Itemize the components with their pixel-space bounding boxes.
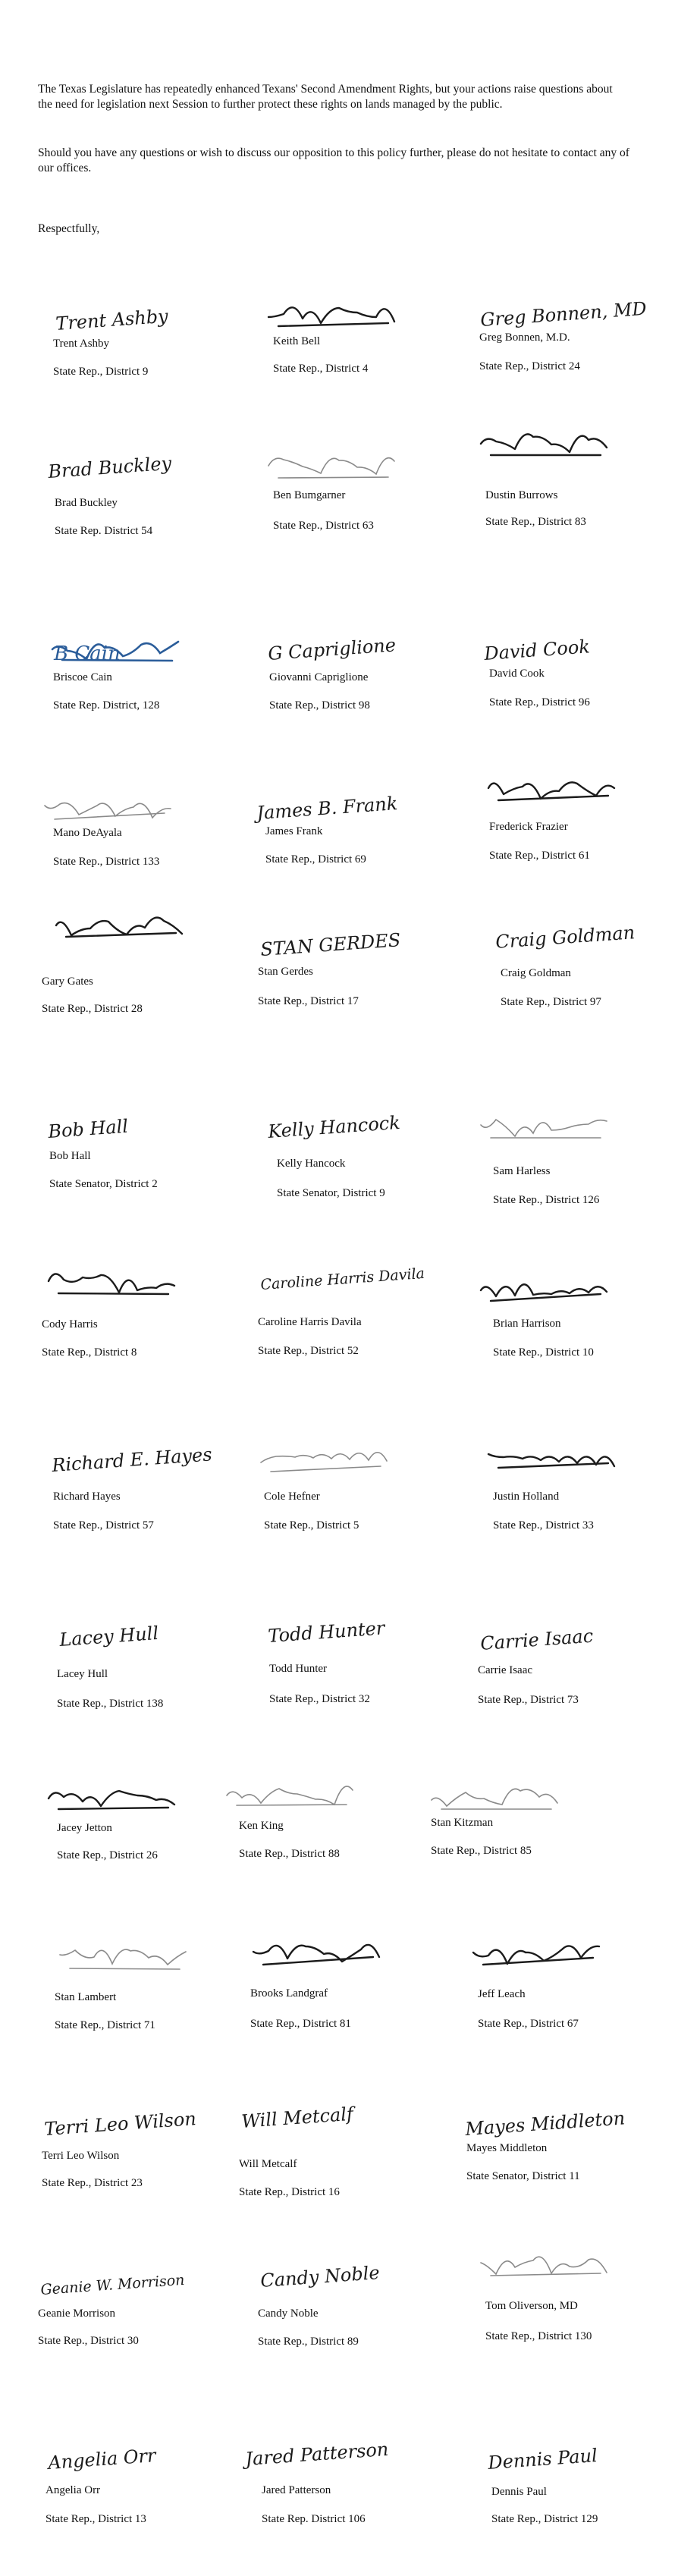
signature-text: Geanie W. Morrison xyxy=(39,2271,186,2298)
signatory-name: Tom Oliverson, MD xyxy=(485,2300,578,2312)
signatory-name: Sam Harless xyxy=(493,1165,551,1177)
signature xyxy=(470,1934,614,1980)
signature-mark xyxy=(49,630,193,675)
signatory-name: Craig Goldman xyxy=(501,967,571,979)
signature xyxy=(46,1779,190,1824)
signature xyxy=(243,2435,390,2480)
signatory-title: State Rep., District 26 xyxy=(57,1849,158,1861)
signature-stroke xyxy=(227,1786,353,1805)
signatory-title: State Rep., District 129 xyxy=(491,2513,598,2525)
signature-text: Terri Leo Wilson xyxy=(43,2108,197,2140)
signatory-name: Stan Lambert xyxy=(55,1991,117,2003)
signature-stroke xyxy=(268,307,394,326)
signature-text: Will Metcalf xyxy=(240,2103,354,2132)
signature-text: G Capriglione xyxy=(267,634,397,664)
signatory-name: Kelly Hancock xyxy=(277,1158,346,1170)
signatory-name: James Frank xyxy=(265,825,323,837)
signatory-title: State Rep., District 10 xyxy=(493,1346,594,1359)
signature xyxy=(478,1271,622,1316)
signatory-name: Jacey Jetton xyxy=(57,1822,112,1834)
signature xyxy=(478,2245,622,2291)
signatory-name: Terri Leo Wilson xyxy=(42,2150,120,2162)
signatory-title: State Rep., District 73 xyxy=(478,1694,579,1706)
signature xyxy=(265,448,410,493)
signatory-name: Ken King xyxy=(239,1820,284,1832)
signature xyxy=(485,2439,629,2484)
signatory-name: Dennis Paul xyxy=(491,2486,547,2498)
signatory-title: State Rep., District 8 xyxy=(42,1346,137,1359)
signature-text: Kelly Hancock xyxy=(267,1111,401,1142)
signature-mark xyxy=(493,918,637,963)
signature-mark xyxy=(46,2439,190,2484)
signature xyxy=(478,1619,622,1665)
signature-mark xyxy=(265,1612,410,1657)
signature-text: Candy Noble xyxy=(259,2262,381,2292)
signature-mark xyxy=(478,1107,622,1153)
signatory-title: State Rep., District 98 xyxy=(269,699,370,712)
signature xyxy=(250,1934,394,1980)
signature-stroke xyxy=(253,1945,379,1965)
signatory-name: Mano DeAyala xyxy=(53,827,122,839)
signatory-title: State Senator, District 2 xyxy=(49,1178,158,1190)
signature-text: Bob Hall xyxy=(47,1115,129,1142)
signatory-name: David Cook xyxy=(489,668,545,680)
signature-mark xyxy=(485,1437,629,1483)
signature-mark xyxy=(258,1441,402,1487)
signatory-title: State Rep., District 96 xyxy=(489,696,590,708)
signatory-name: Lacey Hull xyxy=(57,1668,108,1680)
signatory-title: State Rep., District 69 xyxy=(265,853,366,865)
signatory-name: Gary Gates xyxy=(42,975,93,988)
signature xyxy=(265,1107,410,1153)
signature xyxy=(478,1107,622,1153)
signatory-title: State Rep., District 9 xyxy=(53,366,149,378)
signatory-title: State Rep., District 133 xyxy=(53,856,160,868)
signature-mark xyxy=(46,1263,190,1308)
signature-stroke xyxy=(481,2257,607,2276)
signature-mark xyxy=(265,630,410,675)
letter-paragraph-2: Should you have any questions or wish to discuss our opposition to this policy further, please do not hesitate to contact any of our offices. xyxy=(38,146,629,174)
signature-stroke xyxy=(488,782,614,800)
signature-mark xyxy=(224,1775,368,1820)
signatory-title: State Rep., District 5 xyxy=(264,1519,359,1531)
signature-text: Todd Hunter xyxy=(267,1617,386,1647)
signatory-name: Caroline Harris Davila xyxy=(258,1316,362,1328)
signatory-name: Trent Ashby xyxy=(53,338,110,350)
signature-text: David Cook xyxy=(483,636,591,664)
signatory-title: State Rep., District 63 xyxy=(273,520,374,532)
signature-text: Richard E. Hayes xyxy=(51,1444,213,1476)
signature xyxy=(46,1263,190,1308)
signature-stroke xyxy=(45,803,171,819)
signature xyxy=(485,770,629,815)
signatory-title: State Rep. District 106 xyxy=(262,2513,366,2525)
signature xyxy=(49,1441,213,1487)
signatory-title: State Rep., District 28 xyxy=(42,1003,143,1015)
signatory-title: State Rep. District, 128 xyxy=(53,699,160,712)
signature-text: B Cain xyxy=(54,642,121,665)
signature xyxy=(493,918,637,963)
signature xyxy=(239,2097,383,2143)
signatory-name: Greg Bonnen, M.D. xyxy=(479,331,570,344)
signatory-title: State Senator, District 11 xyxy=(466,2170,580,2182)
signature-mark xyxy=(265,296,410,341)
signature-mark xyxy=(42,2105,197,2150)
signature xyxy=(265,630,410,675)
signatory-name: Stan Gerdes xyxy=(258,966,313,978)
signature xyxy=(265,1612,410,1657)
signature-text: Jared Patterson xyxy=(244,2438,390,2470)
signature-mark xyxy=(485,770,629,815)
signature-mark xyxy=(258,1259,425,1305)
signature-stroke xyxy=(481,1284,607,1301)
signatory-name: Brad Buckley xyxy=(55,497,118,509)
signatory-title: State Rep., District 17 xyxy=(258,995,359,1007)
signature-mark xyxy=(46,448,190,493)
signature-stroke xyxy=(56,918,182,937)
signatory-name: Briscoe Cain xyxy=(53,671,112,683)
signature-text: Craig Goldman xyxy=(494,922,636,953)
signatory-title: State Rep., District 67 xyxy=(478,2018,579,2030)
signatory-name: Carrie Isaac xyxy=(478,1664,533,1676)
signature-stroke xyxy=(473,1946,599,1965)
signature xyxy=(258,925,402,971)
signatory-name: Justin Holland xyxy=(493,1491,560,1503)
signatory-title: State Rep., District 85 xyxy=(431,1845,532,1857)
signature-text: Lacey Hull xyxy=(58,1622,159,1651)
signatory-title: State Rep., District 52 xyxy=(258,1345,359,1357)
signature xyxy=(46,2439,190,2484)
letter-paragraph-1: The Texas Legislature has repeatedly enhanced Texans' Second Amendment Rights, but your actions raise questions about the need for legislation next Session to further protect these rights on lands managed by the public. xyxy=(38,83,613,111)
signatory-name: Brian Harrison xyxy=(493,1318,561,1330)
signature-mark xyxy=(243,2435,390,2480)
signature xyxy=(46,448,190,493)
signatory-name: Mayes Middleton xyxy=(466,2142,548,2154)
signature-stroke xyxy=(268,458,394,478)
signature-mark xyxy=(49,1441,213,1487)
signature-stroke xyxy=(49,1274,174,1294)
signatory-title: State Rep., District 33 xyxy=(493,1519,594,1531)
signatory-title: State Rep., District 88 xyxy=(239,1848,340,1860)
signatory-title: State Rep., District 57 xyxy=(53,1519,154,1531)
signature xyxy=(485,1437,629,1483)
signatory-title: State Rep., District 81 xyxy=(250,2018,351,2030)
signatory-name: Ben Bumgarner xyxy=(273,489,346,501)
signatory-title: State Rep., District 138 xyxy=(57,1698,164,1710)
signature-mark xyxy=(38,2264,186,2310)
signature-stroke xyxy=(481,1120,607,1138)
signature-mark xyxy=(46,1779,190,1824)
signatory-name: Jared Patterson xyxy=(262,2484,331,2496)
signatory-name: Geanie Morrison xyxy=(38,2307,116,2320)
signatory-name: Jeff Leach xyxy=(478,1988,526,2000)
signature-mark xyxy=(250,1934,394,1980)
signatory-title: State Rep., District 16 xyxy=(239,2186,340,2198)
signature-mark xyxy=(239,2097,383,2143)
signatory-title: State Rep., District 13 xyxy=(46,2513,146,2525)
signature-stroke xyxy=(432,1789,557,1809)
signatory-name: Cole Hefner xyxy=(264,1491,320,1503)
signature-text: Greg Bonnen, MD xyxy=(479,297,648,331)
signatory-name: Candy Noble xyxy=(258,2307,319,2320)
signatory-title: State Rep., District 89 xyxy=(258,2336,359,2348)
signature-text: Carrie Isaac xyxy=(479,1625,595,1654)
signature-mark xyxy=(258,2257,402,2302)
signatory-title: State Senator, District 9 xyxy=(277,1187,385,1199)
signature-mark xyxy=(57,1938,201,1984)
signature xyxy=(57,1616,201,1661)
signature-mark xyxy=(478,1271,622,1316)
signatory-title: State Rep., District 83 xyxy=(485,516,586,528)
signature-text: Brad Buckley xyxy=(47,452,172,482)
signatory-name: Angelia Orr xyxy=(46,2484,101,2496)
signature xyxy=(478,425,622,470)
signature-mark xyxy=(57,1616,201,1661)
signatory-name: Stan Kitzman xyxy=(431,1817,494,1829)
signature xyxy=(258,2257,402,2302)
signatory-title: State Rep., District 24 xyxy=(479,360,580,372)
signatory-name: Todd Hunter xyxy=(269,1663,328,1675)
signature xyxy=(42,2105,197,2150)
signature-mark xyxy=(53,906,197,952)
signature-stroke xyxy=(49,1791,174,1809)
signature-mark xyxy=(478,2245,622,2291)
signature xyxy=(57,1938,201,1984)
signatory-title: State Rep., District 4 xyxy=(273,363,369,375)
signature-stroke xyxy=(261,1453,387,1472)
signature-mark xyxy=(258,925,402,971)
signature-stroke xyxy=(60,1949,186,1969)
signatory-name: Richard Hayes xyxy=(53,1491,121,1503)
signature-mark xyxy=(265,448,410,493)
closing: Respectfully, xyxy=(38,222,100,235)
signature-text: Dennis Paul xyxy=(487,2444,598,2474)
signatory-title: State Rep., District 30 xyxy=(38,2335,139,2347)
signatory-title: State Rep., District 126 xyxy=(493,1194,600,1206)
signatory-title: State Rep., District 32 xyxy=(269,1693,370,1705)
signatory-name: Brooks Landgraf xyxy=(250,1987,328,2000)
signature-mark xyxy=(265,1107,410,1153)
signature-stroke xyxy=(481,434,607,455)
signatory-title: State Rep. District 54 xyxy=(55,525,153,537)
signature-mark xyxy=(478,425,622,470)
signature-text: James B. Frank xyxy=(256,793,399,824)
signature-text: STAN GERDES xyxy=(259,929,402,960)
signature xyxy=(53,906,197,952)
signatory-name: Frederick Frazier xyxy=(489,821,568,833)
signature xyxy=(265,296,410,341)
signature xyxy=(224,1775,368,1820)
signatory-title: State Rep., District 97 xyxy=(501,996,601,1008)
signatory-title: State Rep., District 23 xyxy=(42,2177,143,2189)
signatory-title: State Rep., District 61 xyxy=(489,850,590,862)
signature-stroke xyxy=(488,1454,614,1468)
signatory-name: Keith Bell xyxy=(273,335,321,347)
signatory-name: Cody Harris xyxy=(42,1318,98,1330)
signature xyxy=(258,1441,402,1487)
signatory-title: State Rep., District 71 xyxy=(55,2019,155,2031)
signatory-name: Will Metcalf xyxy=(239,2158,297,2170)
signature xyxy=(258,1259,425,1305)
signatory-title: State Rep., District 130 xyxy=(485,2330,592,2342)
signatory-name: Giovanni Capriglione xyxy=(269,671,369,683)
signature-text: Mayes Middleton xyxy=(464,2107,626,2140)
signature-mark xyxy=(470,1934,614,1980)
signature-mark xyxy=(46,1107,190,1153)
signature xyxy=(46,1107,190,1153)
signature xyxy=(38,2264,186,2310)
signature-mark xyxy=(485,2439,629,2484)
signatory-name: Dustin Burrows xyxy=(485,489,558,501)
signature-text: Trent Ashby xyxy=(55,305,169,335)
signature-text: Caroline Harris Davila xyxy=(259,1264,425,1293)
signatory-name: Bob Hall xyxy=(49,1150,91,1162)
signature-mark xyxy=(478,1619,622,1665)
signature-text: Angelia Orr xyxy=(47,2445,157,2474)
signature xyxy=(49,630,193,675)
